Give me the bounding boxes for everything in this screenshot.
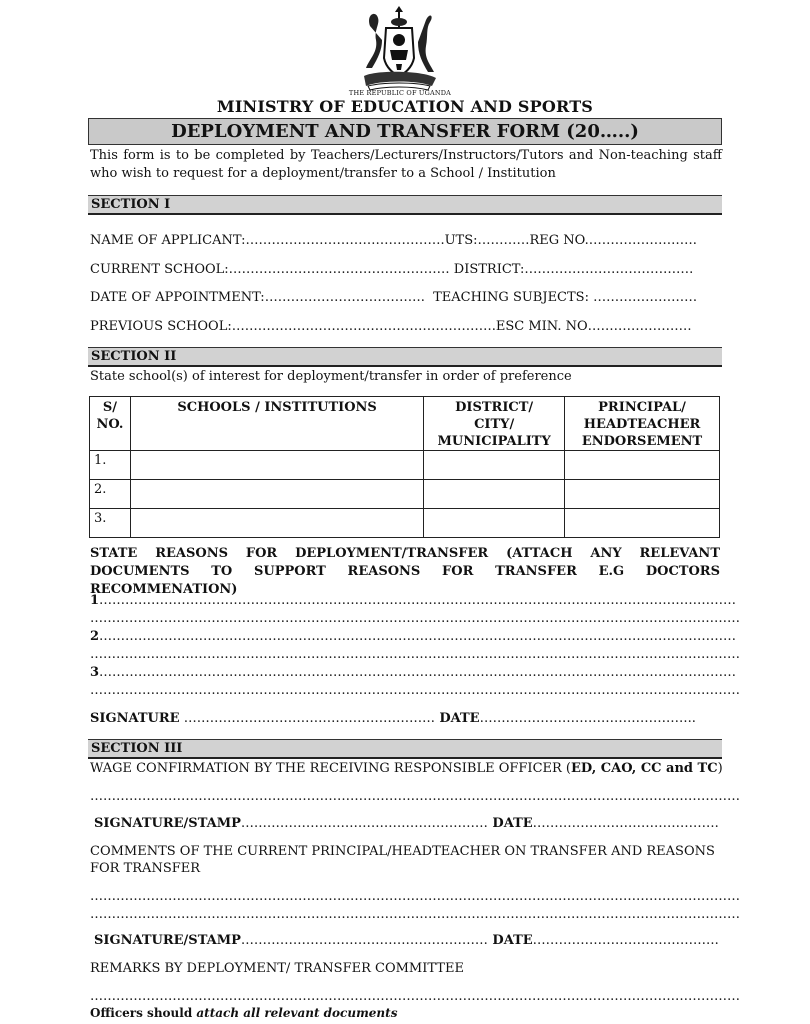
table-row bbox=[90, 451, 720, 480]
district-cell[interactable] bbox=[424, 509, 565, 538]
signature-dots: …………………………………………………. bbox=[179, 711, 435, 726]
endorsement-cell[interactable] bbox=[565, 509, 720, 538]
row-number: 2. bbox=[90, 480, 131, 509]
date-label: DATE bbox=[487, 816, 533, 831]
col-header-district-label: DISTRICT/ CITY/ MUNICIPALITY bbox=[437, 400, 551, 449]
footer-plain: Officers should bbox=[90, 1006, 197, 1020]
ministry-name: MINISTRY OF EDUCATION AND SPORTS bbox=[216, 97, 594, 116]
comments-field-2[interactable]: …………………………………………………………………………………………………………………………………… bbox=[90, 907, 740, 922]
date-label: DATE bbox=[487, 933, 533, 948]
reason-1-dots: ………………………………………………………………………………………………………………………………… bbox=[99, 593, 737, 608]
table-row bbox=[90, 480, 720, 509]
section-2-header: SECTION II bbox=[88, 347, 722, 367]
preference-table bbox=[89, 396, 720, 538]
endorsement-cell[interactable] bbox=[565, 451, 720, 480]
sig-stamp-label: SIGNATURE/STAMP bbox=[94, 933, 241, 948]
row-number: 1. bbox=[90, 451, 131, 480]
reasons-heading: STATE REASONS FOR DEPLOYMENT/TRANSFER (ATTACH ANY RELEVANT DOCUMENTS TO SUPPORT REASONS FOR TRANSFER E.G DOCTORS RECOMMENATION) bbox=[90, 546, 720, 597]
col-header-sno bbox=[90, 397, 131, 451]
col-header-schools-label: SCHOOLS / INSTITUTIONS bbox=[177, 400, 377, 415]
reason-3-continuation[interactable]: …………………………………………………………………………………………………………………………………… bbox=[90, 683, 740, 698]
school-cell[interactable] bbox=[130, 480, 423, 509]
date-dots: ………………………………………….. bbox=[479, 711, 696, 726]
wage-text: WAGE CONFIRMATION BY THE RECEIVING RESPONSIBLE OFFICER ( bbox=[90, 761, 571, 776]
date-dots: ……………………………………. bbox=[532, 933, 719, 948]
footer-italic: attach all relevant documents bbox=[196, 1006, 398, 1020]
section-1-header: SECTION I bbox=[88, 195, 722, 215]
remarks-field[interactable]: …………………………………………………………………………………………………………………………………… bbox=[90, 989, 740, 1004]
date-dots: ……………………………………. bbox=[532, 816, 719, 831]
section-2-subtitle: State school(s) of interest for deployment/transfer in order of preference bbox=[90, 369, 572, 384]
school-cell[interactable] bbox=[130, 451, 423, 480]
endorsement-cell[interactable] bbox=[565, 480, 720, 509]
row-number: 3. bbox=[90, 509, 131, 538]
footer-note bbox=[90, 1004, 722, 1022]
district-cell[interactable] bbox=[424, 451, 565, 480]
date-label: DATE bbox=[434, 711, 480, 726]
section-3-header: SECTION III bbox=[88, 739, 722, 759]
principal-signature-line[interactable] bbox=[94, 932, 726, 950]
comments-field-1[interactable]: …………………………………………………………………………………………………………………………………… bbox=[90, 889, 740, 904]
col-header-endorsement-label: PRINCIPAL/ HEADTEACHER ENDORSEMENT bbox=[581, 400, 703, 449]
applicant-signature-line[interactable] bbox=[90, 710, 722, 728]
remarks-label: REMARKS BY DEPLOYMENT/ TRANSFER COMMITTEE bbox=[90, 961, 464, 976]
col-header-district bbox=[424, 397, 565, 451]
table-row bbox=[90, 509, 720, 538]
previous-school-field[interactable]: PREVIOUS SCHOOL:…………………………………………………….ESC MIN. NO…………………… bbox=[90, 319, 692, 334]
sig-stamp-dots: ………………………………………………… bbox=[240, 933, 488, 948]
current-school-field[interactable]: CURRENT SCHOOL:…………………………………………… DISTRICT:………………………………… bbox=[90, 262, 694, 277]
comments-label: COMMENTS OF THE CURRENT PRINCIPAL/HEADTEACHER ON TRANSFER AND REASONS FOR TRANSFER bbox=[90, 844, 715, 876]
wage-confirmation-label bbox=[90, 760, 722, 778]
reason-3-dots: ………………………………………………………………………………………………………………………………… bbox=[99, 665, 737, 680]
coat-of-arms-emblem bbox=[356, 6, 442, 98]
crest-caption: THE REPUBLIC OF UGANDA bbox=[348, 89, 452, 97]
reason-2-line[interactable] bbox=[90, 628, 737, 646]
sig-stamp-label: SIGNATURE/STAMP bbox=[94, 816, 241, 831]
reason-3-line[interactable] bbox=[90, 664, 737, 682]
col-header-sno-label: S/ NO. bbox=[96, 400, 124, 432]
signature-label: SIGNATURE bbox=[90, 711, 180, 726]
col-header-schools bbox=[130, 397, 423, 451]
applicant-name-field[interactable]: NAME OF APPLICANT:……………………………………….UTS:…………REG NO.……………………. bbox=[90, 233, 697, 248]
wage-close: ) bbox=[717, 761, 723, 776]
table-header-row bbox=[90, 397, 720, 451]
form-title: DEPLOYMENT AND TRANSFER FORM (20…..) bbox=[88, 118, 722, 145]
reason-1-number: 1 bbox=[90, 593, 100, 608]
district-cell[interactable] bbox=[424, 480, 565, 509]
reason-2-dots: ………………………………………………………………………………………………………………………………… bbox=[99, 629, 737, 644]
officer-signature-line[interactable] bbox=[94, 815, 726, 833]
wage-officers: ED, CAO, CC and TC bbox=[571, 761, 718, 776]
wage-confirmation-field[interactable]: …………………………………………………………………………………………………………………………………… bbox=[90, 789, 740, 804]
reason-1-continuation[interactable]: …………………………………………………………………………………………………………………………………… bbox=[90, 611, 740, 626]
form-instructions: This form is to be completed by Teachers/Lecturers/Instructors/Tutors and Non-teaching staff who wish to request for a deployment/transfer to a School / Institution bbox=[90, 148, 722, 181]
appointment-date-field[interactable]: DATE OF APPOINTMENT:………………………………. TEACHING SUBJECTS: …………………… bbox=[90, 290, 698, 305]
reason-2-number: 2 bbox=[90, 629, 100, 644]
reason-2-continuation[interactable]: …………………………………………………………………………………………………………………………………… bbox=[90, 647, 740, 662]
reason-3-number: 3 bbox=[90, 665, 100, 680]
reason-1-line[interactable] bbox=[90, 592, 737, 610]
school-cell[interactable] bbox=[130, 509, 423, 538]
sig-stamp-dots: ………………………………………………… bbox=[240, 816, 488, 831]
col-header-endorsement bbox=[565, 397, 720, 451]
